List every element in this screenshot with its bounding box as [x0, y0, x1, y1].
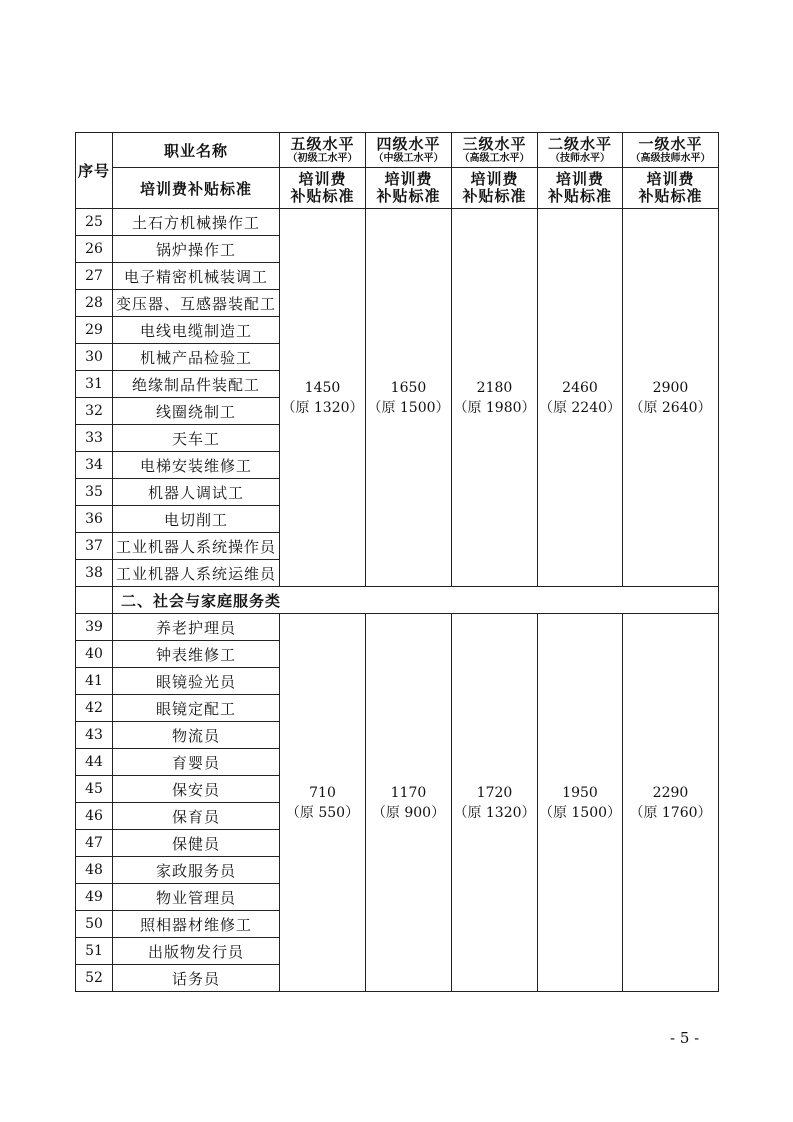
subsidy-original: （原 1500）: [538, 804, 622, 821]
seq-cell: 39: [76, 614, 113, 641]
seq-cell: 52: [76, 965, 113, 992]
fee-header-line1: 培训费: [470, 170, 519, 188]
occupation-name-cell: 机械产品检验工: [113, 344, 280, 371]
seq-cell: 40: [76, 641, 113, 668]
seq-cell: 34: [76, 452, 113, 479]
occupation-name-cell: 育婴员: [113, 749, 280, 776]
header-row-levels: [76, 133, 719, 168]
subsidy-original: （原 2640）: [629, 399, 712, 416]
occupation-name-cell: 机器人调试工: [113, 479, 280, 506]
fee-header-line1: 培训费: [555, 170, 604, 188]
fee-header: [538, 168, 623, 209]
subsidy-original: （原 2240）: [538, 399, 622, 416]
level-header-sub: （高级工水平）: [459, 152, 530, 164]
page-number: - 5 -: [670, 1029, 700, 1047]
occupation-name-cell: 眼镜验光员: [113, 668, 280, 695]
category-seq-cell: [76, 587, 113, 614]
occupation-name-cell: 电梯安装维修工: [113, 452, 280, 479]
seq-cell: 50: [76, 911, 113, 938]
level-header-sub: （中级工水平）: [373, 152, 444, 164]
occupation-name-cell: 养老护理员: [113, 614, 280, 641]
level-header-sub: （技师水平）: [550, 152, 610, 164]
seq-cell: 33: [76, 425, 113, 452]
occupation-name-cell: 线圈绕制工: [113, 398, 280, 425]
subsidy-amount: 1450: [304, 379, 341, 396]
fee-header-line1: 培训费: [384, 170, 433, 188]
occupation-name-cell: 出版物发行员: [113, 938, 280, 965]
subsidy-value-cell: [538, 209, 623, 587]
seq-cell: 46: [76, 803, 113, 830]
fee-header-line2: 补贴标准: [547, 187, 612, 205]
occupation-name-cell: 话务员: [113, 965, 280, 992]
subsidy-value-cell: [366, 209, 452, 587]
fee-header: [366, 168, 452, 209]
subsidy-amount: 1720: [476, 784, 513, 801]
fee-header-line1: 培训费: [298, 170, 347, 188]
level-header-1: [623, 133, 719, 168]
subsidy-value-cell: [452, 614, 538, 992]
subsidy-original: （原 1980）: [453, 399, 536, 416]
seq-cell: 31: [76, 371, 113, 398]
seq-cell: 45: [76, 776, 113, 803]
level-header-5: [280, 133, 366, 168]
level-header-main: 五级水平: [290, 134, 355, 153]
occupation-name-cell: 锅炉操作工: [113, 236, 280, 263]
subsidy-value-cell: [623, 614, 719, 992]
seq-cell: 35: [76, 479, 113, 506]
subsidy-amount: 2180: [476, 379, 513, 396]
subsidy-original: （原 900）: [371, 804, 446, 821]
level-header-main: 二级水平: [547, 134, 612, 153]
name-header-label: 职业名称: [163, 141, 228, 160]
seq-cell: 48: [76, 857, 113, 884]
standard-header: [113, 168, 280, 209]
fee-header-line2: 补贴标准: [290, 187, 355, 205]
level-header-sub: （高级技师水平）: [630, 152, 711, 164]
occupation-name-cell: 眼镜定配工: [113, 695, 280, 722]
seq-cell: 32: [76, 398, 113, 425]
seq-cell: 47: [76, 830, 113, 857]
seq-cell: 30: [76, 344, 113, 371]
occupation-name-cell: 电线电缆制造工: [113, 317, 280, 344]
fee-header: [452, 168, 538, 209]
seq-cell: 25: [76, 209, 113, 236]
occupation-name-cell: 钟表维修工: [113, 641, 280, 668]
seq-header-label: 序号: [77, 162, 110, 180]
occupation-name-cell: 变压器、互感器装配工: [113, 290, 280, 317]
occupation-name-cell: 物流员: [113, 722, 280, 749]
subsidy-value-cell: [452, 209, 538, 587]
occupation-name-cell: 照相器材维修工: [113, 911, 280, 938]
fee-header-line2: 补贴标准: [638, 187, 703, 205]
level-header-2: [538, 133, 623, 168]
occupation-name-cell: 保育员: [113, 803, 280, 830]
seq-cell: 41: [76, 668, 113, 695]
subsidy-original: （原 1500）: [367, 399, 450, 416]
subsidy-value-cell: [366, 614, 452, 992]
occupation-name-cell: 工业机器人系统运维员: [113, 560, 280, 587]
seq-cell: 44: [76, 749, 113, 776]
occupation-name-cell: 物业管理员: [113, 884, 280, 911]
table-row: [76, 209, 719, 236]
seq-cell: 43: [76, 722, 113, 749]
level-header-4: [366, 133, 452, 168]
subsidy-value-cell: [280, 209, 366, 587]
fee-header-line1: 培训费: [646, 170, 695, 188]
occupation-name-cell: 天车工: [113, 425, 280, 452]
occupation-name-cell: 保健员: [113, 830, 280, 857]
level-header-3: [452, 133, 538, 168]
seq-cell: 36: [76, 506, 113, 533]
occupation-name-cell: 家政服务员: [113, 857, 280, 884]
seq-cell: 28: [76, 290, 113, 317]
occupation-name-cell: 电切削工: [113, 506, 280, 533]
subsidy-original: （原 1760）: [629, 804, 712, 821]
seq-cell: 42: [76, 695, 113, 722]
seq-cell: 29: [76, 317, 113, 344]
seq-cell: 38: [76, 560, 113, 587]
fee-header: [623, 168, 719, 209]
subsidy-value-cell: [280, 614, 366, 992]
fee-header-line2: 补贴标准: [462, 187, 527, 205]
subsidy-original: （原 1320）: [453, 804, 536, 821]
subsidy-value-cell: [538, 614, 623, 992]
level-header-main: 四级水平: [376, 134, 441, 153]
subsidy-amount: 1950: [562, 784, 598, 801]
subsidy-table: [75, 132, 719, 992]
level-header-main: 一级水平: [638, 134, 703, 153]
fee-header-line2: 补贴标准: [376, 187, 441, 205]
occupation-name-cell: 保安员: [113, 776, 280, 803]
occupation-name-cell: 土石方机械操作工: [113, 209, 280, 236]
category-title: 二、社会与家庭服务类: [113, 587, 719, 614]
name-header: [113, 133, 280, 168]
occupation-name-cell: 绝缘制品件装配工: [113, 371, 280, 398]
subsidy-original: （原 1320）: [281, 399, 364, 416]
subsidy-amount: 2900: [652, 379, 689, 396]
occupation-name-cell: 工业机器人系统操作员: [113, 533, 280, 560]
category-row: [76, 587, 719, 614]
seq-header: [76, 133, 113, 209]
subsidy-amount: 710: [309, 784, 336, 801]
table-row: [76, 614, 719, 641]
subsidy-amount: 2460: [562, 379, 598, 396]
seq-cell: 51: [76, 938, 113, 965]
seq-cell: 26: [76, 236, 113, 263]
seq-cell: 27: [76, 263, 113, 290]
header-row-standard: [76, 168, 719, 209]
occupation-name-cell: 电子精密机械装调工: [113, 263, 280, 290]
standard-header-label: 培训费补贴标准: [139, 179, 252, 198]
seq-cell: 37: [76, 533, 113, 560]
level-header-sub: （初级工水平）: [287, 152, 358, 164]
fee-header: [280, 168, 366, 209]
level-header-main: 三级水平: [462, 134, 527, 153]
subsidy-amount: 2290: [652, 784, 689, 801]
subsidy-amount: 1170: [390, 784, 427, 801]
seq-cell: 49: [76, 884, 113, 911]
subsidy-value-cell: [623, 209, 719, 587]
subsidy-amount: 1650: [390, 379, 427, 396]
subsidy-original: （原 550）: [285, 804, 360, 821]
